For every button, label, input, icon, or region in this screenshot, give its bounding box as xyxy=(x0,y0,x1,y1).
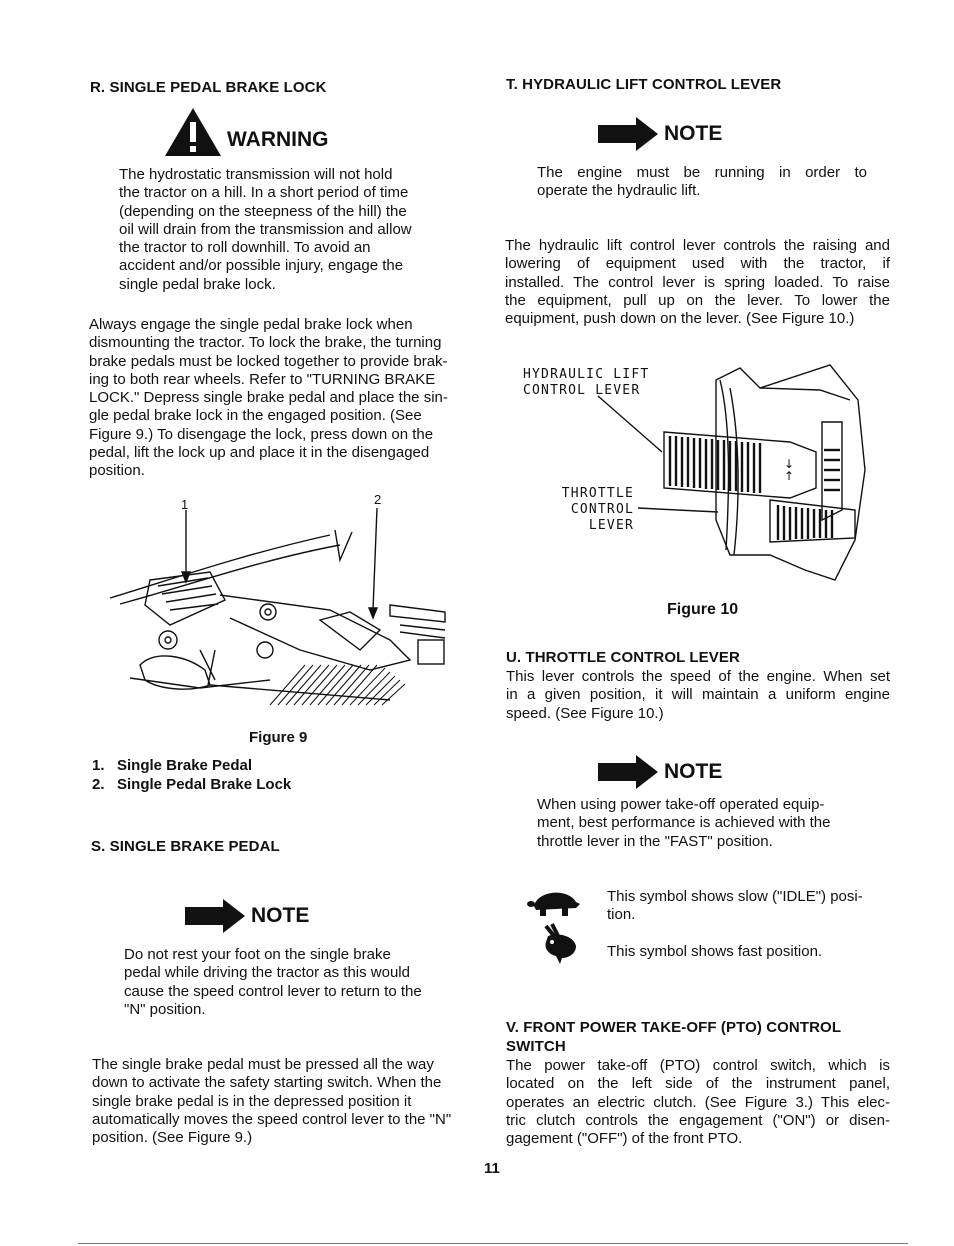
section-s-body xyxy=(92,1056,476,1147)
warning-line: oil will drain from the transmission and allow xyxy=(119,220,412,238)
body-line: gle pedal brake lock in the engaged position. (See xyxy=(89,407,422,425)
body-line: single brake pedal is in the depressed position it xyxy=(92,1092,412,1110)
warning-line: the tractor to roll downhill. To avoid an xyxy=(119,239,371,257)
body-line: position. xyxy=(89,462,145,480)
rabbit-icon xyxy=(540,922,580,964)
figure9-callout-2: 2 xyxy=(374,492,382,507)
body-line: operates an electric clutch. (See Figure 3.) This elec- xyxy=(506,1093,890,1111)
body-line: position. (See Figure 9.) xyxy=(92,1129,253,1147)
svg-text:↓: ↓ xyxy=(784,457,795,471)
body-line: The hydraulic lift control lever controls the raising and xyxy=(505,237,890,254)
label-line: THROTTLE xyxy=(561,486,634,501)
figure9-legend xyxy=(92,756,291,794)
legend-item: 1. Single Brake Pedal xyxy=(92,757,253,774)
note-label: NOTE xyxy=(664,122,723,145)
legend-item: 2. Single Pedal Brake Lock xyxy=(92,776,292,793)
section-u-heading: U. THROTTLE CONTROL LEVER xyxy=(506,649,740,666)
note-line: When using power take-off operated equip- xyxy=(537,796,825,813)
body-line: brake pedals must be locked together to provide brak- xyxy=(89,352,448,370)
note-u-text xyxy=(537,796,867,851)
body-line: The power take-off (PTO) control switch, which is xyxy=(506,1057,890,1074)
figure9-brake-pedal-illustration xyxy=(90,500,460,715)
body-line: down to activate the safety starting switch. When the xyxy=(92,1074,442,1092)
label-line: CONTROL xyxy=(570,502,634,517)
note-line: throttle lever in the "FAST" position. xyxy=(537,832,773,850)
label-line: HYDRAULIC LIFT xyxy=(523,367,650,382)
symbol-line: tion. xyxy=(607,906,636,924)
warning-line: The hydrostatic transmission will not hold xyxy=(119,166,393,183)
note-t-text xyxy=(537,164,867,201)
figure10-control-lever-illustration xyxy=(590,360,880,585)
label-line: LEVER xyxy=(588,518,634,533)
symbol-line: This symbol shows slow ("IDLE") posi- xyxy=(607,888,863,905)
figure9-callout-1: 1 xyxy=(181,497,189,512)
section-r-heading: R. SINGLE PEDAL BRAKE LOCK xyxy=(90,79,327,96)
body-line: Always engage the single pedal brake lock when xyxy=(89,316,413,333)
slow-symbol-text xyxy=(607,888,897,925)
note-label: NOTE xyxy=(251,904,310,927)
note-line: ment, best performance is achieved with the xyxy=(537,814,831,832)
note-line: operate the hydraulic lift. xyxy=(537,182,701,200)
page-number: 11 xyxy=(484,1160,500,1177)
body-line: ing to both rear wheels. Refer to "TURNING BRAKE xyxy=(89,370,436,388)
body-line: dismounting the tractor. To lock the brake, the turning xyxy=(89,334,442,352)
body-line: gagement ("OFF") of the front PTO. xyxy=(506,1130,743,1148)
fast-symbol-text: This symbol shows fast position. xyxy=(607,943,823,960)
figure9-caption: Figure 9 xyxy=(249,729,308,746)
note-line: cause the speed control lever to return to the xyxy=(124,982,422,1000)
svg-text:↑: ↑ xyxy=(784,469,795,483)
label-line: CONTROL LEVER xyxy=(523,383,641,398)
section-t-heading: T. HYDRAULIC LIFT CONTROL LEVER xyxy=(506,76,782,93)
figure10-caption: Figure 10 xyxy=(667,601,739,618)
warning-line: the tractor on a hill. In a short period of time xyxy=(119,184,409,202)
heading-line: V. FRONT POWER TAKE-OFF (PTO) CONTROL xyxy=(506,1019,842,1036)
warning-text xyxy=(119,166,436,294)
body-line: in a given position, it will maintain a uniform engine xyxy=(506,686,890,704)
body-line: equipment, push down on the lever. (See Figure 10.) xyxy=(505,310,855,328)
section-v-body xyxy=(506,1057,890,1148)
warning-line: (depending on the steepness of the hill) the xyxy=(119,202,407,220)
body-line: tric clutch controls the engagement ("ON") or disen- xyxy=(506,1111,890,1129)
note-line: "N" position. xyxy=(124,1000,206,1018)
body-line: automatically moves the speed control lever to the "N" xyxy=(92,1110,452,1128)
note-line: Do not rest your foot on the single brake xyxy=(124,946,391,963)
body-line: Figure 9.) To disengage the lock, press down on the xyxy=(89,425,434,443)
warning-banner xyxy=(163,106,329,158)
section-u-body xyxy=(506,668,890,723)
body-line: pedal, lift the lock up and place it in the disengaged xyxy=(89,444,430,462)
body-line: installed. The control lever is spring loaded. To raise xyxy=(505,273,890,291)
body-line: LOCK." Depress single brake pedal and place the sin- xyxy=(89,389,448,407)
section-t-body xyxy=(505,237,890,328)
warning-line: accident and/or possible injury, engage the xyxy=(119,257,404,275)
section-r-body xyxy=(89,316,473,481)
arrow-icon xyxy=(183,898,247,934)
warning-line: single pedal brake lock. xyxy=(119,275,276,293)
bottom-rule xyxy=(78,1243,908,1244)
body-line: speed. (See Figure 10.) xyxy=(506,704,664,722)
section-v-heading xyxy=(506,1018,841,1056)
section-s-heading: S. SINGLE BRAKE PEDAL xyxy=(91,838,280,855)
turtle-icon xyxy=(528,884,582,920)
body-line: lowering of equipment used with the tractor, if xyxy=(505,255,890,273)
body-line: The single brake pedal must be pressed all the way xyxy=(92,1056,434,1073)
body-line: located on the left side of the instrument panel, xyxy=(506,1075,890,1093)
warning-triangle-icon xyxy=(163,106,223,158)
note-line: The engine must be running in order to xyxy=(537,164,867,181)
note-label: NOTE xyxy=(664,760,723,783)
note-s-text xyxy=(124,946,454,1019)
arrow-icon xyxy=(596,755,660,789)
note-banner-s xyxy=(183,898,309,934)
note-banner-t xyxy=(596,117,722,151)
body-line: the equipment, pull up on the lever. To lower the xyxy=(505,291,890,309)
body-line: This lever controls the speed of the engine. When set xyxy=(506,668,890,685)
note-banner-u xyxy=(596,755,722,789)
heading-line: SWITCH xyxy=(506,1038,566,1055)
arrow-icon xyxy=(596,117,660,151)
note-line: pedal while driving the tractor as this would xyxy=(124,964,410,982)
warning-label: WARNING xyxy=(227,128,329,151)
